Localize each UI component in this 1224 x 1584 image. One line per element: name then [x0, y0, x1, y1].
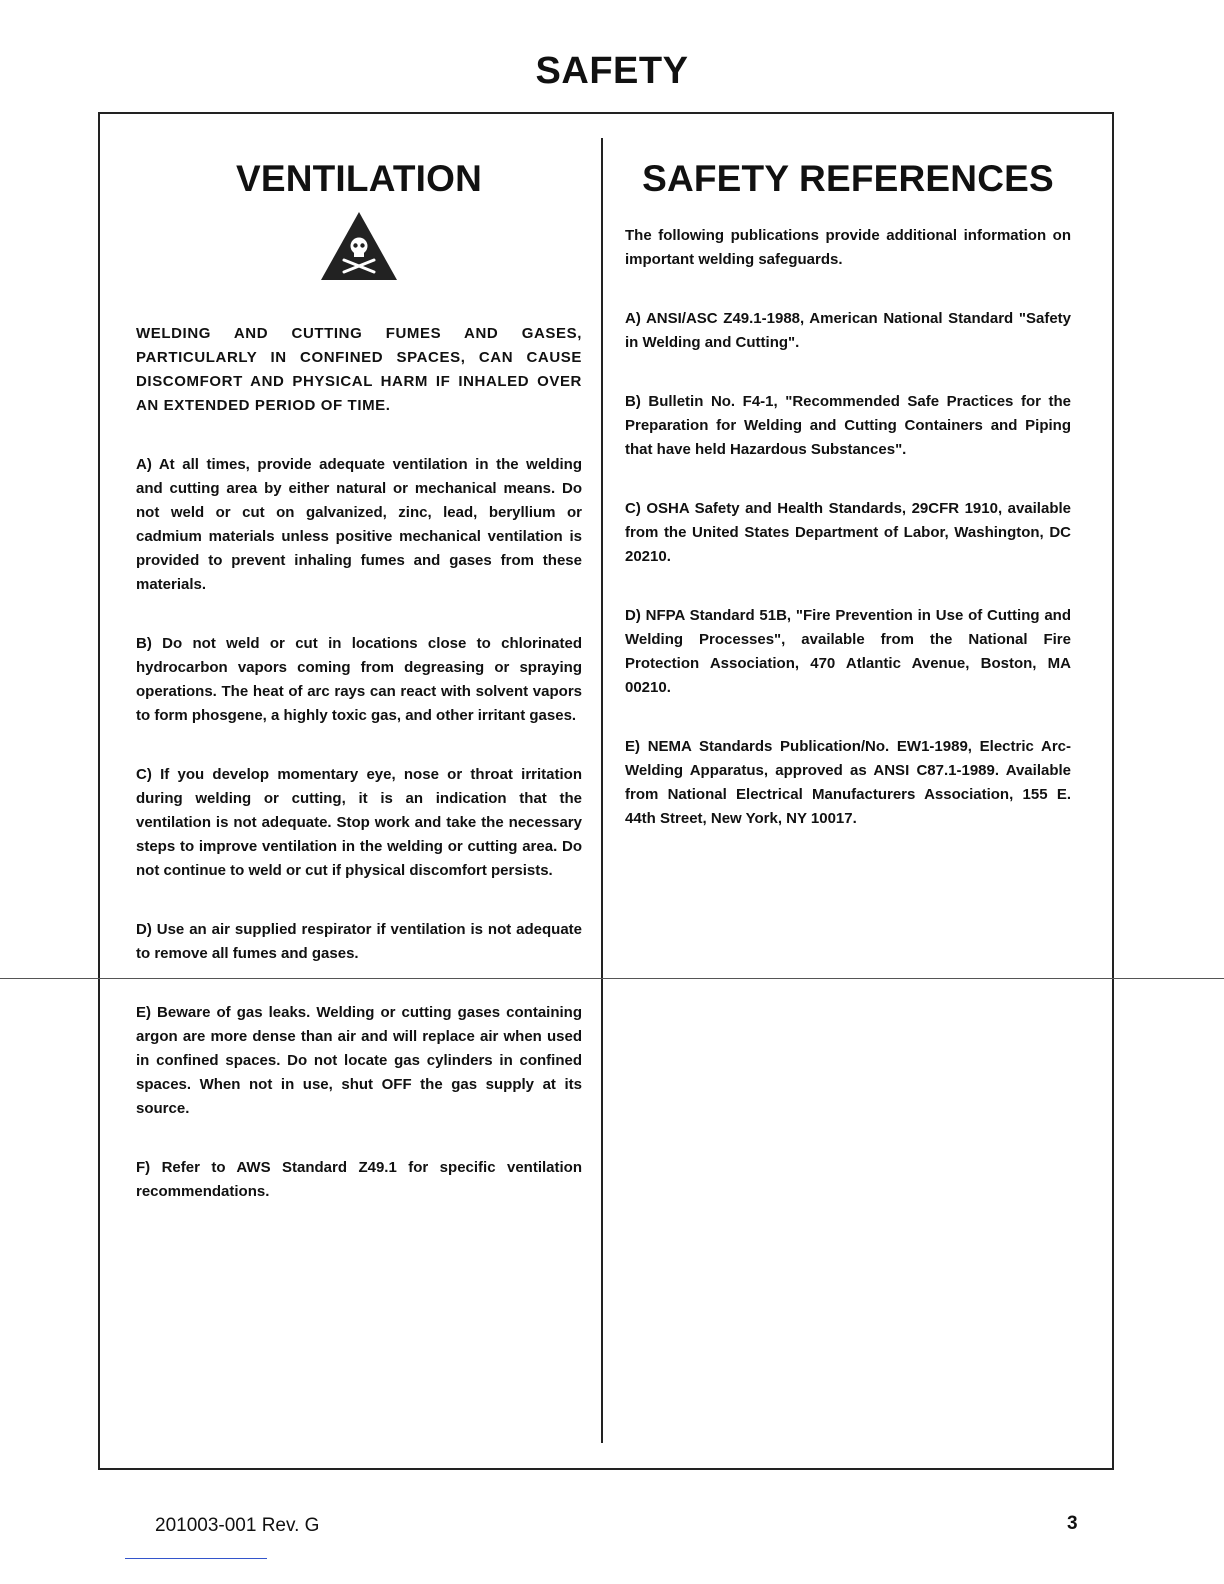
- reference-item-b: B) Bulletin No. F4-1, "Recommended Safe Practices for the Preparation for Welding and Cutting Containers and Piping that have held Hazardous Substances".: [625, 393, 1071, 458]
- ventilation-item-c: C) If you develop momentary eye, nose or throat irritation during welding or cutting, it is an indication that the ventilation is not adequate. Stop work and take the necessary steps to improve ventilation in the welding or cutting area. Do not continue to weld or cut if physical discomfort persists.: [136, 766, 582, 879]
- ventilation-item-a: A) At all times, provide adequate ventilation in the welding and cutting area by either natural or mechanical means. Do not weld or cut on galvanized, zinc, lead, beryllium or cadmium materials unless positive mechanical ventilation is provided to prevent inhaling fumes and gases from these materials.: [136, 456, 582, 593]
- reference-item-a: A) ANSI/ASC Z49.1-1988, American National Standard "Safety in Welding and Cutting".: [625, 310, 1071, 351]
- ventilation-column: [136, 150, 582, 1204]
- ventilation-item-f: F) Refer to AWS Standard Z49.1 for specific ventilation recommendations.: [136, 1159, 582, 1200]
- footer-underline: [125, 1558, 267, 1559]
- references-intro: The following publications provide additional information on important welding safeguards.: [625, 227, 1071, 268]
- references-column: [625, 150, 1071, 831]
- footer-page-number: 3: [1067, 1513, 1078, 1534]
- ventilation-item-d: D) Use an air supplied respirator if ventilation is not adequate to remove all fumes and gases.: [136, 921, 582, 962]
- reference-item-e: E) NEMA Standards Publication/No. EW1-1989, Electric Arc-Welding Apparatus, approved as ANSI C87.1-1989. Available from National Electrical Manufacturers Association, 155 E. 44th Street, New York, NY 10017.: [625, 738, 1071, 827]
- ventilation-heading: VENTILATION: [235, 158, 483, 199]
- skull-crossbones-warning-icon: [136, 210, 582, 286]
- page-title: SAFETY: [535, 50, 689, 92]
- ventilation-item-b: B) Do not weld or cut in locations close to chlorinated hydrocarbon vapors coming from degreasing or spraying operations. The heat of arc rays can react with solvent vapors to form phosgene, a highly toxic gas, and other irritant gases.: [136, 635, 582, 724]
- reference-item-c: C) OSHA Safety and Health Standards, 29CFR 1910, available from the United States Department of Labor, Washington, DC 20210.: [625, 500, 1071, 565]
- reference-item-d: D) NFPA Standard 51B, "Fire Prevention in Use of Cutting and Welding Processes", available from the National Fire Protection Association, 470 Atlantic Avenue, Boston, MA 00210.: [625, 607, 1071, 696]
- references-heading: SAFETY REFERENCES: [642, 158, 1054, 199]
- footer-doc-number: 201003-001 Rev. G: [155, 1515, 320, 1536]
- ventilation-item-e: E) Beware of gas leaks. Welding or cutting gases containing argon are more dense than air and will replace air when used in confined spaces. Do not locate gas cylinders in confined spaces. When not in use, shut OFF the gas supply at its source.: [136, 1004, 582, 1117]
- ventilation-warning: WELDING AND CUTTING FUMES AND GASES, PARTICULARLY IN CONFINED SPACES, CAN CAUSE DISCOMFORT AND PHYSICAL HARM IF INHALED OVER AN EXTENDED PERIOD OF TIME.: [136, 325, 582, 414]
- column-divider: [601, 138, 603, 1443]
